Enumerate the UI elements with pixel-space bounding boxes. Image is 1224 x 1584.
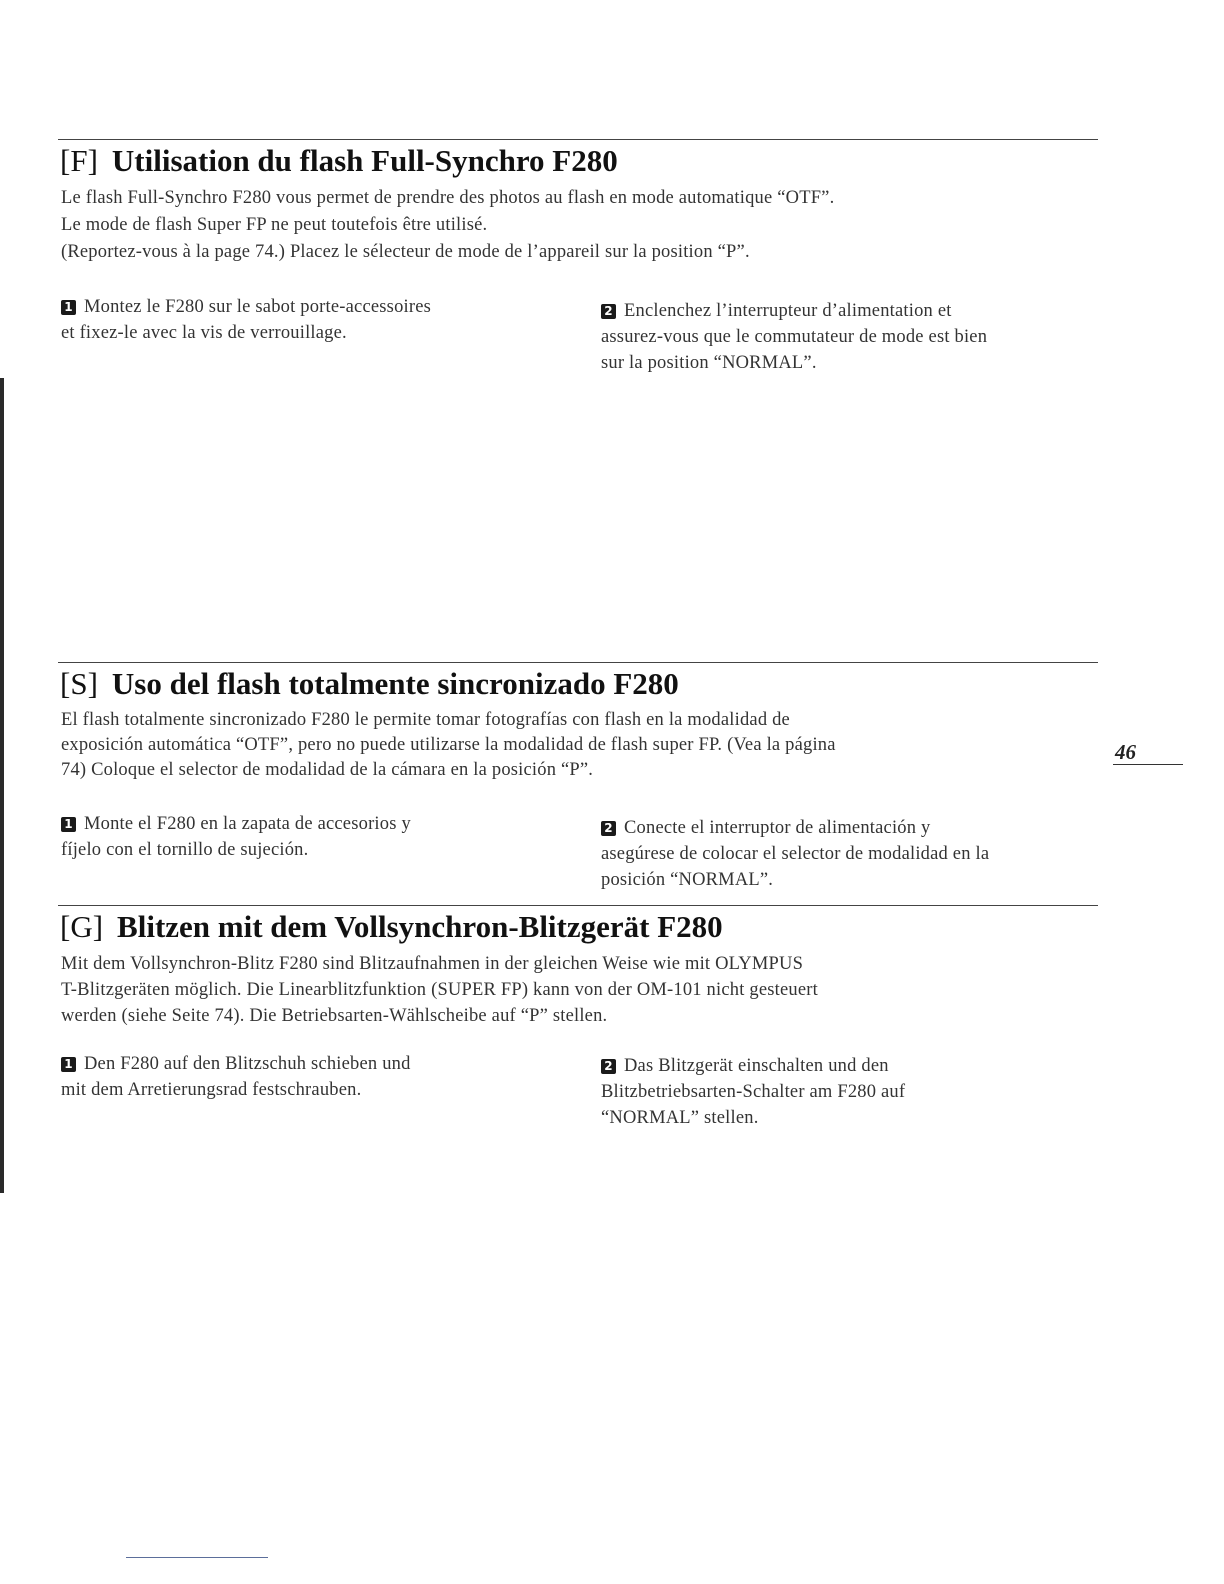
intro-line: 74) Coloque el selector de modalidad de la cámara en la posición “P”. [61,760,594,780]
step-line: Conecte el interruptor de alimentación y [624,818,931,838]
section-french [58,139,1098,373]
step-line: Enclenchez l’interrupteur d’alimentation et [624,301,952,321]
intro-line: El flash totalmente sincronizado F280 le permite tomar fotografías con flash en la modalidad de [61,710,790,730]
step-line: mit dem Arretierungsrad festschrauben. [61,1080,362,1100]
step-line: Montez le F280 sur le sabot porte-accessoires [84,297,432,317]
language-code: [S] [60,666,98,701]
section-title: Uso del flash totalmente sincronizado F280 [111,666,679,701]
step-2 [601,298,1101,376]
step-2 [601,1053,1101,1131]
section-german [58,905,1098,1128]
binding-edge [0,378,4,1193]
section-rule [58,139,1098,140]
step-line: “NORMAL” stellen. [601,1108,759,1128]
intro-text [61,185,1098,266]
intro-line: T-Blitzgeräten möglich. Die Linearblitzfunktion (SUPER FP) kann von der OM-101 nicht gesteuert [61,980,818,1000]
step-line: sur la position “NORMAL”. [601,353,817,373]
step-number-badge: 1 [61,1057,76,1072]
step-1 [61,1051,561,1103]
language-code: [F] [60,143,98,178]
section-heading [60,143,1098,179]
step-1 [61,294,561,346]
intro-line: Le mode de flash Super FP ne peut toutefois être utilisé. [61,215,488,235]
intro-text [61,951,1098,1029]
intro-line: Mit dem Vollsynchron-Blitz F280 sind Blitzaufnahmen in der gleichen Weise wie mit OLYMPUS [61,954,804,974]
step-number-badge: 2 [601,304,616,319]
step-line: Das Blitzgerät einschalten und den [624,1056,889,1076]
section-rule [58,662,1098,663]
step-number-badge: 1 [61,817,76,832]
step-line: Blitzbetriebsarten-Schalter am F280 auf [601,1082,906,1102]
intro-line: Le flash Full-Synchro F280 vous permet de prendre des photos au flash en mode automatique “OTF”. [61,188,835,208]
step-line: assurez-vous que le commutateur de mode est bien [601,327,988,347]
step-line: et fixez-le avec la vis de verrouillage. [61,323,347,343]
step-number-badge: 2 [601,821,616,836]
intro-line: exposición automática “OTF”, pero no puede utilizarse la modalidad de flash super FP. (Vea la página [61,735,836,755]
intro-text [61,708,1098,783]
language-code: [G] [60,909,104,944]
step-line: Den F280 auf den Blitzschuh schieben und [84,1054,411,1074]
section-heading [60,666,1098,702]
intro-line: (Reportez-vous à la page 74.) Placez le sélecteur de mode de l’appareil sur la position “P”. [61,242,750,262]
intro-line: werden (siehe Seite 74). Die Betriebsarten-Wählscheibe auf “P” stellen. [61,1006,608,1026]
step-2 [601,815,1101,893]
step-number-badge: 2 [601,1059,616,1074]
step-1 [61,811,561,863]
step-line: Monte el F280 en la zapata de accesorios y [84,814,411,834]
footer-rule [126,1557,268,1558]
step-number-badge: 1 [61,300,76,315]
section-title: Utilisation du flash Full-Synchro F280 [111,143,618,178]
section-title: Blitzen mit dem Vollsynchron-Blitzgerät F280 [117,909,723,944]
step-line: posición “NORMAL”. [601,870,774,890]
section-spanish [58,662,1098,890]
section-heading [60,909,1098,945]
step-line: fíjelo con el tornillo de sujeción. [61,840,309,860]
step-line: asegúrese de colocar el selector de modalidad en la [601,844,990,864]
page-number: 46 [1113,740,1183,765]
section-rule [58,905,1098,906]
